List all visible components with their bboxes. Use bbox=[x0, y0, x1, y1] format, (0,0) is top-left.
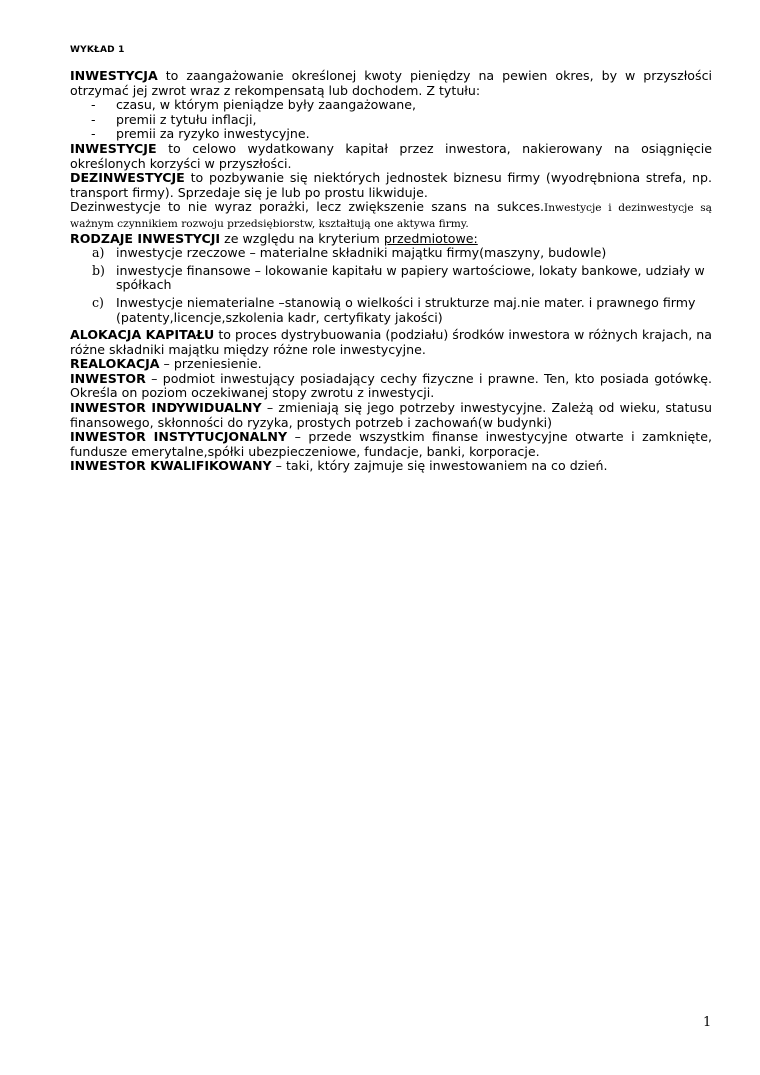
list-item-text: inwestycje rzeczowe – materialne składniki majątku firmy(maszyny, budowle) bbox=[116, 245, 607, 261]
definition-realokacja: – przeniesienie. bbox=[159, 356, 262, 372]
paragraph-dezinwestycje bbox=[70, 171, 712, 200]
rodzaje-list bbox=[70, 246, 712, 325]
list-item bbox=[70, 127, 712, 142]
paragraph-inwestor bbox=[70, 372, 712, 401]
page-number: 1 bbox=[703, 1015, 712, 1030]
list-item bbox=[70, 264, 712, 293]
term-inwestor-instytucjonalny: INWESTOR INSTYTUCJONALNY bbox=[70, 429, 288, 445]
paragraph-inwestor-instytucjonalny bbox=[70, 430, 712, 459]
definition-inwestycje: to celowo wydatkowany kapitał przez inwestora, nakierowany na osiągnięcie określonych korzyści w przyszłości. bbox=[70, 140, 712, 171]
definition-inwestor: – podmiot inwestujący posiadający cechy fizyczne i prawne. Ten, kto posiada gotówkę. Określa on poziom oczekiwanej stopy zwrotu z inwestycji. bbox=[70, 370, 712, 401]
paragraph-realokacja bbox=[70, 357, 712, 372]
lecture-header: WYKŁAD 1 bbox=[70, 45, 125, 55]
paragraph-alokacja bbox=[70, 328, 712, 357]
paragraph-inwestor-kwalifikowany bbox=[70, 459, 712, 474]
list-item bbox=[70, 296, 712, 325]
term-inwestor-indywidualny: INWESTOR INDYWIDUALNY bbox=[70, 400, 262, 416]
definition-alokacja: to proces dystrybuowania (podziału) środków inwestora w różnych krajach, na różne składniki majątku między różne role inwestycyjne. bbox=[70, 327, 712, 357]
note-sans-text: Dezinwestycje to nie wyraz porażki, lecz zwiększenie szans na sukces. bbox=[70, 199, 545, 215]
list-item bbox=[70, 98, 712, 113]
paragraph-inwestor-indywidualny bbox=[70, 401, 712, 430]
dash-bullet: - bbox=[91, 111, 96, 127]
paragraph-dezinwestycje-note bbox=[70, 200, 712, 231]
inwestycja-list bbox=[70, 98, 712, 142]
rodzaje-underlined: przedmiotowe: bbox=[383, 230, 478, 246]
dash-bullet: - bbox=[91, 126, 96, 142]
list-marker: a) bbox=[92, 245, 105, 261]
list-marker: c) bbox=[92, 294, 104, 310]
definition-dezinwestycje: to pozbywanie się niektórych jednostek biznesu firmy (wyodrębniona strefa, np. transport firmy). Sprzedaje się je lub po prostu likwiduje. bbox=[70, 170, 712, 200]
term-inwestor: INWESTOR bbox=[70, 370, 146, 386]
list-item-text: czasu, w którym pieniądze były zaangażowane, bbox=[116, 97, 417, 113]
paragraph-rodzaje bbox=[70, 232, 712, 247]
definition-inwestor-indywidualny: – zmieniają się jego potrzeby inwestycyjne. Zależą od wieku, statusu finansowego, skłonności do ryzyka, prostych potrzeb i zachowań(w budynki) bbox=[70, 400, 712, 430]
definition-inwestor-instytucjonalny: – przede wszystkim finanse inwestycyjne otwarte i zamknięte, fundusze emerytalne,spółki ubezpieczeniowe, fundacje, banki, korporacje. bbox=[70, 429, 712, 459]
term-realokacja: REALOKACJA bbox=[70, 356, 160, 372]
paragraph-inwestycja bbox=[70, 69, 712, 98]
term-rodzaje: RODZAJE INWESTYCJI bbox=[70, 230, 221, 246]
dash-bullet: - bbox=[91, 97, 96, 113]
list-item bbox=[70, 113, 712, 128]
definition-inwestor-kwalifikowany: – taki, który zajmuje się inwestowaniem na co dzień. bbox=[271, 458, 608, 474]
list-marker: b) bbox=[92, 262, 105, 278]
list-item-text: premii za ryzyko inwestycyjne. bbox=[116, 126, 310, 142]
list-item-text: Inwestycje niematerialne –stanowią o wielkości i strukturze maj.nie mater. i prawnego firmy (patenty,licencje,szkolenia kadr, certyfikaty jakości) bbox=[116, 294, 696, 325]
list-item bbox=[70, 246, 712, 261]
term-inwestycja: INWESTYCJA bbox=[70, 68, 158, 83]
rodzaje-text: ze względu na kryterium bbox=[220, 230, 384, 246]
term-inwestor-kwalifikowany: INWESTOR KWALIFIKOWANY bbox=[70, 458, 272, 474]
list-item-text: inwestycje finansowe – lokowanie kapitału w papiery wartościowe, lokaty bankowe, udziały w spółkach bbox=[116, 262, 705, 293]
list-item-text: premii z tytułu inflacji, bbox=[116, 111, 257, 127]
term-alokacja: ALOKACJA KAPITAŁU bbox=[70, 327, 215, 343]
term-inwestycje: INWESTYCJE bbox=[70, 140, 157, 156]
definition-inwestycja: to zaangażowanie określonej kwoty pieniędzy na pewien okres, by w przyszłości otrzymać jej zwrot wraz z rekompensatą lub dochodem. Z tytułu: bbox=[70, 68, 712, 98]
note-serif-text: Inwestycje i dezinwestycje są ważnym czynnikiem rozwoju przedsiębiorstw, kształtują one aktywa firmy. bbox=[70, 202, 712, 230]
paragraph-inwestycje bbox=[70, 142, 712, 171]
term-dezinwestycje: DEZINWESTYCJE bbox=[70, 170, 185, 186]
document-body bbox=[70, 69, 712, 474]
